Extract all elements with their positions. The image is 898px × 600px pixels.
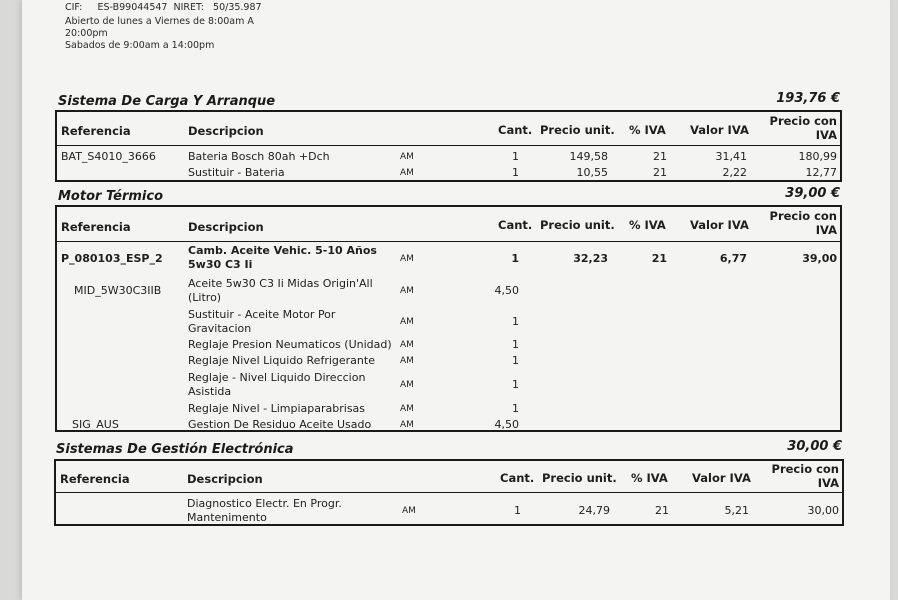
row-type: AM — [400, 254, 414, 264]
header-divider — [56, 492, 842, 493]
row-desc-line-2: 5w30 C3 Ii — [188, 258, 253, 271]
col-price-header: Precio unit. — [542, 471, 617, 485]
row-type: AM — [400, 317, 414, 327]
row-type: AM — [400, 404, 414, 414]
row-type: AM — [400, 420, 414, 430]
row-desc-line-1: Reglaje Nivel - Limpiaparabrisas — [188, 402, 366, 415]
row-desc-line-1: Diagnostico Electr. En Progr. — [187, 497, 342, 510]
section-total-gestion: 30,00 € — [787, 439, 842, 454]
row-iva-value: 6,77 — [719, 252, 747, 265]
col-total-header-2: IVA — [817, 476, 839, 490]
header-divider — [57, 145, 840, 146]
row-type: AM — [400, 356, 414, 366]
section-total-motor: 39,00 € — [785, 186, 840, 201]
row-total: 180,99 — [798, 150, 837, 163]
col-iva-value-header: Valor IVA — [690, 218, 749, 232]
table-carga — [55, 110, 842, 182]
row-qty: 4,50 — [494, 284, 519, 297]
row-type: AM — [400, 286, 414, 296]
row-desc-line-2: (Litro) — [188, 291, 222, 304]
table-motor — [55, 205, 842, 432]
col-total-header-1: Precio con — [771, 462, 839, 476]
section-title-gestion: Sistemas De Gestión Electrónica — [56, 442, 294, 457]
col-total-header-2: IVA — [815, 223, 837, 237]
row-qty: 1 — [512, 150, 519, 163]
row-desc-line-1: Aceite 5w30 C3 Ii Midas Origin'All — [188, 277, 373, 290]
col-ref-header: Referencia — [60, 472, 130, 486]
col-desc-header: Descripcion — [187, 472, 263, 486]
row-desc-line-1: Sustituir - Aceite Motor Por — [188, 308, 336, 321]
row-type: AM — [400, 380, 414, 390]
row-desc: Bateria Bosch 80ah +Dch — [188, 150, 330, 163]
row-type: AM — [402, 506, 416, 516]
col-iva-header: % IVA — [631, 471, 668, 485]
col-iva-header: % IVA — [629, 123, 666, 137]
row-qty: 1 — [512, 378, 519, 391]
row-desc-line-2: Asistida — [188, 385, 232, 398]
row-iva-value: 5,21 — [724, 504, 749, 517]
col-iva-value-header: Valor IVA — [690, 123, 749, 137]
row-desc-line-1: Reglaje Nivel Liquido Refrigerante — [188, 354, 375, 367]
row-desc-line-1: Gestion De Residuo Aceite Usado — [188, 418, 372, 431]
row-price: 10,55 — [576, 166, 608, 179]
col-total-header-2: IVA — [815, 128, 837, 142]
row-desc: Sustituir - Bateria — [188, 166, 285, 179]
section-title-motor: Motor Térmico — [58, 189, 164, 204]
col-desc-header: Descripcion — [188, 124, 264, 138]
section-total-carga: 193,76 € — [776, 91, 840, 106]
row-type: AM — [400, 340, 414, 350]
row-qty: 1 — [511, 252, 519, 265]
row-ref: BAT_S4010_3666 — [61, 150, 156, 163]
row-desc-line-1: Reglaje Presion Neumaticos (Unidad) — [188, 338, 392, 351]
col-total-header-1: Precio con — [769, 114, 837, 128]
row-qty: 1 — [512, 338, 519, 351]
row-price: 24,79 — [578, 504, 610, 517]
col-desc-header: Descripcion — [188, 220, 264, 234]
section-title-carga: Sistema De Carga Y Arranque — [58, 94, 276, 109]
row-desc-line-1: Reglaje - Nivel Liquido Direccion — [188, 371, 366, 384]
row-total: 30,00 — [807, 504, 839, 517]
cif-line: CIF: ES-B99044547 NIRET: 50/35.987 — [65, 2, 262, 13]
row-qty: 1 — [512, 402, 519, 415]
row-iva: 21 — [653, 150, 667, 163]
row-qty: 1 — [512, 354, 519, 367]
row-price: 149,58 — [569, 150, 608, 163]
col-total-header-1: Precio con — [769, 209, 837, 223]
row-total: 12,77 — [805, 166, 837, 179]
row-iva: 21 — [655, 504, 669, 517]
header-divider — [57, 241, 840, 242]
row-iva-value: 2,22 — [722, 166, 747, 179]
row-iva-value: 31,41 — [715, 150, 747, 163]
hours-line-3: Sabados de 9:00am a 14:00pm — [65, 40, 215, 51]
row-ref: P_080103_ESP_2 — [61, 252, 163, 265]
row-total: 39,00 — [802, 252, 837, 265]
row-desc-line-1: Camb. Aceite Vehic. 5-10 Años — [188, 244, 377, 257]
row-qty: 1 — [514, 504, 521, 517]
col-price-header: Precio unit. — [540, 218, 615, 232]
row-price: 32,23 — [573, 252, 608, 265]
col-ref-header: Referencia — [61, 220, 131, 234]
row-desc-line-2: Gravitacion — [188, 322, 252, 335]
col-qty-header: Cant. — [498, 123, 533, 137]
row-ref: SIG_AUS — [72, 418, 119, 431]
hours-line-1: Abierto de lunes a Viernes de 8:00am A — [65, 16, 254, 27]
invoice-page — [22, 0, 890, 600]
row-type: AM — [400, 152, 414, 162]
row-desc-line-2: Mantenimento — [187, 511, 267, 524]
col-qty-header: Cant. — [498, 218, 533, 232]
row-type: AM — [400, 168, 414, 178]
col-qty-header: Cant. — [500, 471, 535, 485]
col-iva-value-header: Valor IVA — [692, 471, 751, 485]
row-qty: 1 — [512, 315, 519, 328]
row-qty: 4,50 — [494, 418, 519, 431]
row-iva: 21 — [651, 252, 667, 265]
table-gestion — [54, 459, 844, 526]
col-price-header: Precio unit. — [540, 123, 615, 137]
row-iva: 21 — [653, 166, 667, 179]
hours-line-2: 20:00pm — [65, 28, 108, 39]
row-ref: MID_5W30C3IIB — [74, 284, 162, 297]
col-iva-header: % IVA — [629, 218, 666, 232]
col-ref-header: Referencia — [61, 124, 131, 138]
row-qty: 1 — [512, 166, 519, 179]
